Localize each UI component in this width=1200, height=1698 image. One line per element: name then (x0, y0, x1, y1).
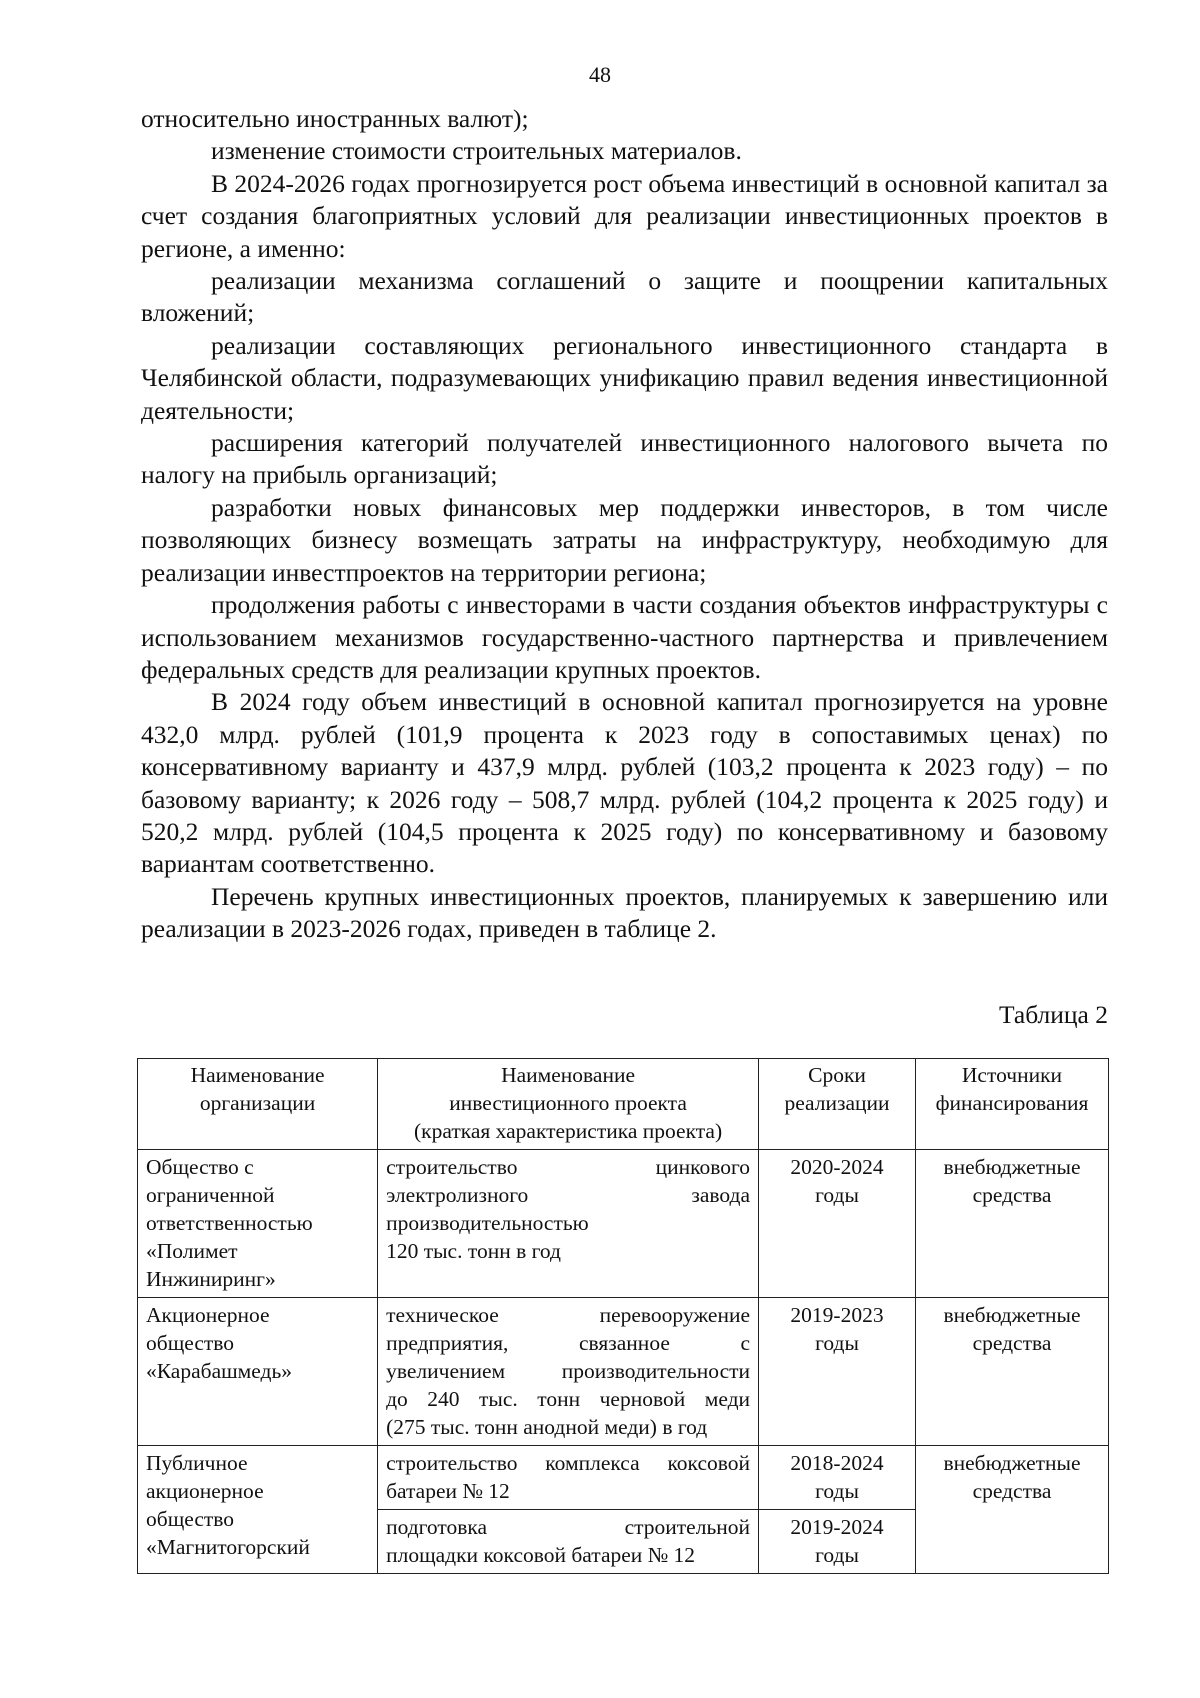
term-cell: 2019-2023 годы (759, 1298, 916, 1446)
term-cell: 2019-2024 годы (759, 1510, 916, 1574)
paragraph: разработки новых финансовых мер поддержки инвесторов, в том числе позволяющих бизнесу возмещать затраты на инфраструктуру, необходимую для реализации инвестпроектов на территории региона; (141, 492, 1108, 587)
table-caption: Таблица 2 (998, 1000, 1108, 1029)
project-cell: подготовка строительной площадки коксовой батареи № 12 (378, 1510, 759, 1574)
project-cell: техническое перевооружение предприятия, связанное с увеличением производительности до 240 тыс. тонн черновой меди (275 тыс. тонн анодной меди) в год (378, 1298, 759, 1446)
source-cell: внебюджетные средства (915, 1298, 1108, 1446)
term-cell: 2020-2024 годы (759, 1150, 916, 1298)
investment-projects-table (137, 1058, 1109, 1574)
project-cell: строительство цинкового электролизного завода производительностью 120 тыс. тонн в год (378, 1150, 759, 1298)
org-cell: Общество с ограниченной ответственностью «Полимет Инжиниринг» (138, 1150, 378, 1298)
table-row (138, 1446, 1109, 1510)
project-cell: строительство комплекса коксовой батареи № 12 (378, 1446, 759, 1510)
paragraph: изменение стоимости строительных материалов. (211, 136, 742, 166)
table-row (138, 1298, 1109, 1446)
paragraph: расширения категорий получателей инвестиционного налогового вычета по налогу на прибыль организаций; (141, 428, 1108, 490)
paragraph: относительно иностранных валют); (141, 104, 529, 133)
source-cell: внебюджетные средства (915, 1446, 1108, 1574)
header-term: Сроки реализации (759, 1059, 916, 1150)
header-project: Наименование инвестиционного проекта (краткая характеристика проекта) (378, 1059, 759, 1150)
org-cell: Публичное акционерное общество «Магнитогорский (138, 1446, 378, 1574)
paragraph: В 2024-2026 годах прогнозируется рост объема инвестиций в основной капитал за счет создания благоприятных условий для реализации инвестиционных проектов в регионе, а именно: (141, 168, 1108, 263)
paragraph: Перечень крупных инвестиционных проектов, планируемых к завершению или реализации в 2023-2026 годах, приведен в таблице 2. (141, 881, 1108, 944)
page-number: 48 (589, 62, 611, 87)
header-source: Источники финансирования (915, 1059, 1108, 1150)
paragraph: В 2024 году объем инвестиций в основной капитал прогнозируется на уровне 432,0 млрд. рублей (101,9 процента к 2023 году в сопоставимых ценах) по консервативному варианту и 437,9 млрд. рублей (103,2 процента к 2023 году) – по базовому варианту; к 2026 году – 508,7 млрд. рублей (104,2 процента к 2025 году) и 520,2 млрд. рублей (104,5 процента к 2025 году) по консервативному и базовому вариантам соответственно. (141, 687, 1108, 879)
body-text (141, 103, 1108, 946)
paragraph: реализации составляющих регионального инвестиционного стандарта в Челябинской области, подразумевающих унификацию правил ведения инвестиционной деятельности; (141, 330, 1108, 425)
header-org: Наименование организации (138, 1059, 378, 1150)
table-row (138, 1150, 1109, 1298)
org-cell: Акционерное общество «Карабашмедь» (138, 1298, 378, 1446)
source-cell: внебюджетные средства (915, 1150, 1108, 1298)
table-header-row (138, 1059, 1109, 1150)
term-cell: 2018-2024 годы (759, 1446, 916, 1510)
paragraph: реализации механизма соглашений о защите и поощрении капитальных вложений; (141, 266, 1108, 328)
paragraph: продолжения работы с инвесторами в части создания объектов инфраструктуры с использованием механизмов государственно-частного партнерства и привлечением федеральных средств для реализации крупных проектов. (141, 590, 1108, 684)
